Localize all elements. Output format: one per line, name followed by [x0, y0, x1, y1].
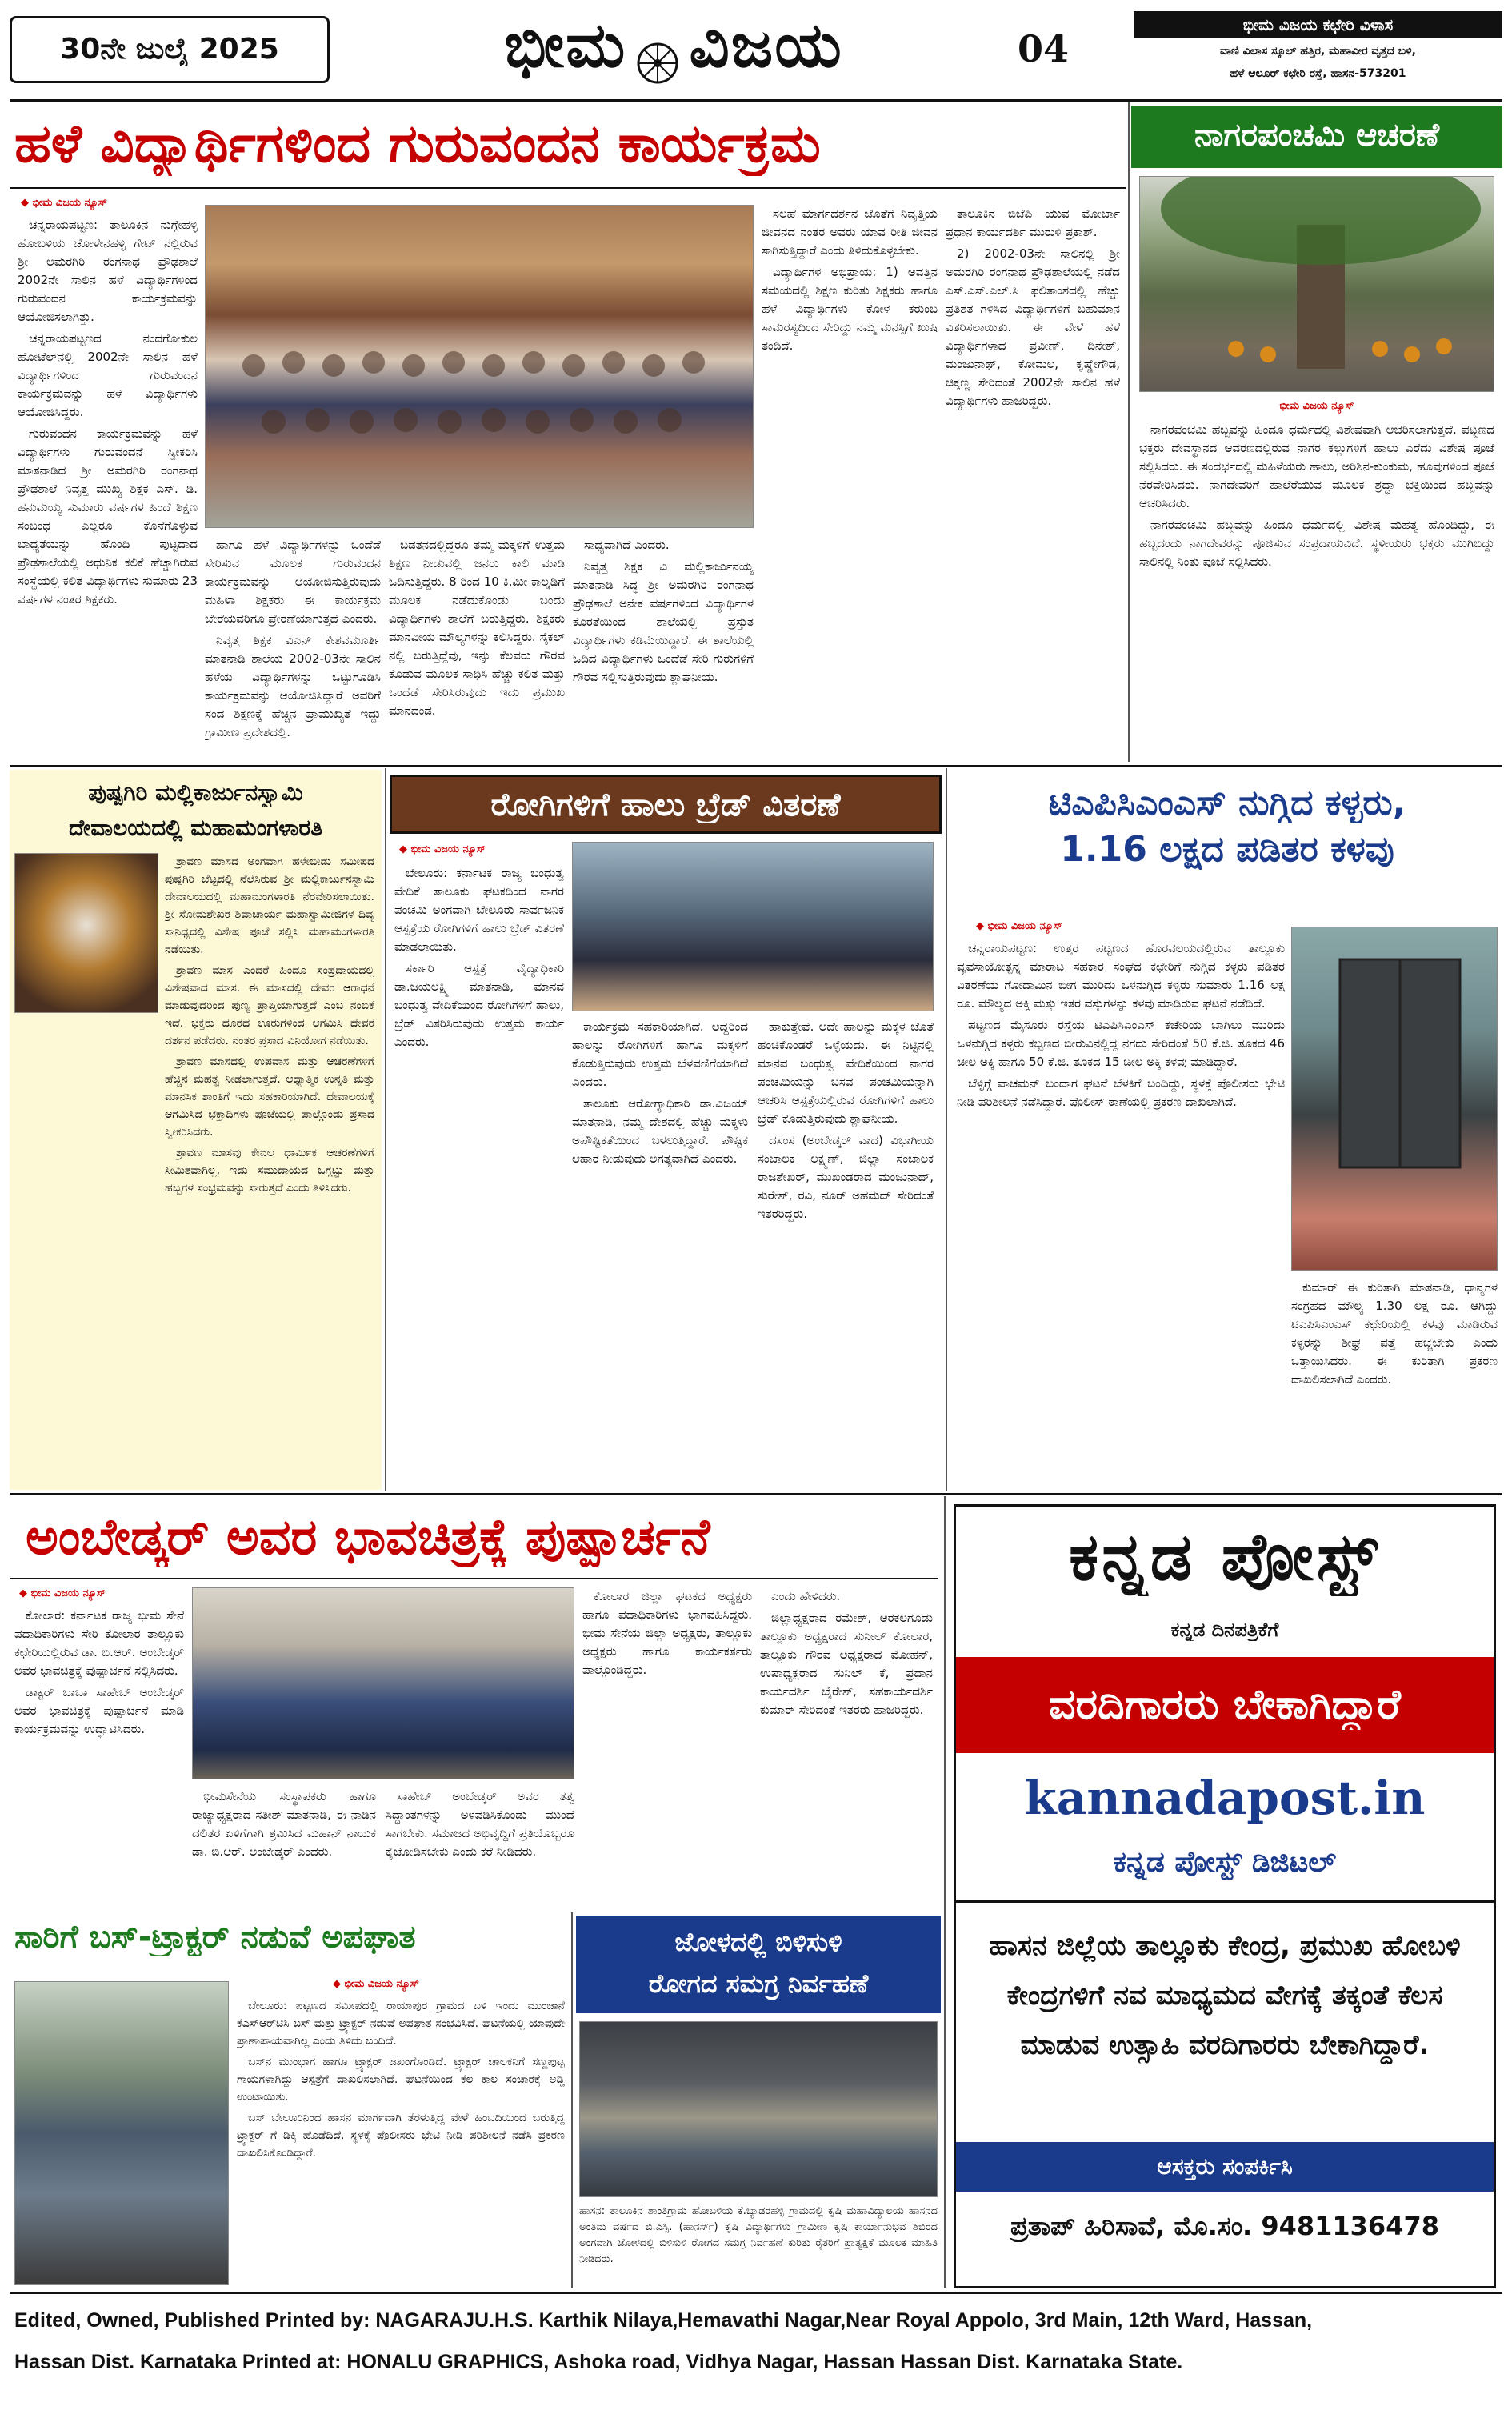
kannada-post-ad — [954, 1504, 1496, 2288]
byline: ◆ ಭೀಮ ವಿಜಯ ನ್ಯೂಸ್ — [399, 843, 486, 855]
column-1 — [18, 216, 198, 757]
paragraph: ಚನ್ನರಾಯಪಟ್ಟಣ: ಉತ್ತರ ಪಟ್ಟಣದ ಹೊರವಲಯದಲ್ಲಿರುವ ತಾಲ್ಲೂಕು ವ್ಯವಸಾಯೋತ್ಪನ್ನ ಮಾರಾಟ ಸಹಕಾರ ಸಂಘದ ಕಛೇರಿಗೆ ನುಗ್ಗಿದ ಕಳ್ಳರು ಪಡಿತರ ವಿತರಣೆಯ ಗೋದಾಮಿನ ಬೀಗ ಮುರಿದು ಒಳನುಗ್ಗಿದ ಕಳ್ಳರು ಸುಮಾರು 1.16 ಲಕ್ಷ ರೂ. ಮೌಲ್ಯದ ಅಕ್ಕಿ ಮತ್ತು ಇತರ ವಸ್ತುಗಳನ್ನು ಕಳವು ಮಾಡಿರುವ ಘಟನೆ ನಡೆದಿದೆ. — [957, 941, 1285, 1011]
photo-caption: ಹಾಸನ: ತಾಲೂಕಿನ ಶಾಂತಿಗ್ರಾಮ ಹೋಬಳಿಯ ಕೆ.ಬ್ಯಾಡರಹಳ್ಳಿ ಗ್ರಾಮದಲ್ಲಿ ಕೃಷಿ ಮಹಾವಿದ್ಯಾಲಯ ಹಾಸನದ ಅಂತಿಮ ವರ್ಷದ ಬಿ.ಎಸ್ಸಿ. (ಹಾನರ್ಸ್) ಕೃಷಿ ವಿದ್ಯಾರ್ಥಿಗಳು ಗ್ರಾಮೀಣ ಕೃಷಿ ಕಾರ್ಯಾನುಭವ ಶಿಬಿರದ ಅಂಗವಾಗಿ ಜೋಳದಲ್ಲಿ ಬಿಳಿಸುಳಿ ರೋಗದ ಸಮಗ್ರ ನಿರ್ವಹಣೆ ಕುರಿತು ರೈತರಿಗೆ ಪ್ರಾತ್ಯಕ್ಷಿಕೆ ಮೂಲಕ ಮಾಹಿತಿ ನೀಡಿದರು. — [579, 2205, 938, 2265]
paragraph: ನಾಗರಪಂಚಮಿ ಹಬ್ಬವನ್ನು ಹಿಂದೂ ಧರ್ಮದಲ್ಲಿ ವಿಶೇಷವಾಗಿ ಆಚರಿಸಲಾಗುತ್ತದೆ. ಪಟ್ಟಣದ ಭಕ್ತರು ದೇವಸ್ಥಾನದ ಆವರಣದಲ್ಲಿರುವ ನಾಗರ ಕಲ್ಲುಗಳಿಗೆ ಹಾಲು ಎರೆದು ವಿಶೇಷ ಪೂಜೆ ಸಲ್ಲಿಸಿದರು. ಈ ಸಂದರ್ಭದಲ್ಲಿ ಮಹಿಳೆಯರು ಹಾಲು, ಅರಿಶಿನ-ಕುಂಕುಮ, ಹೂವುಗಳಿಂದ ಪೂಜೆ ನೆರವೇರಿಸಿದರು. ನಾಗದೇವರಿಗೆ ಹಾಲೆರೆಯುವ ಮೂಲಕ ಶ್ರದ್ಧಾ ಭಕ್ತಿಯಿಂದ ಹಬ್ಬವನ್ನು ಆಚರಿಸಿದರು. — [1139, 422, 1494, 510]
paragraph: ಬೇಲೂರು: ಕರ್ನಾಟಕ ರಾಜ್ಯ ಬಂಧುತ್ವ ವೇದಿಕೆ ತಾಲೂಕು ಘಟಕದಿಂದ ನಾಗರ ಪಂಚಮಿ ಅಂಗವಾಗಿ ಬೇಲೂರು ಸಾರ್ವಜನಿಕ ಆಸ್ಪತ್ರೆಯ ರೋಗಿಗಳಿಗೆ ಹಾಲು ಬ್ರೆಡ್ ವಿತರಣೆ ಮಾಡಲಾಯಿತು. — [394, 866, 564, 954]
paragraph: ಸಾಧ್ಯವಾಗಿದೆ ಎಂದರು. — [584, 538, 670, 552]
article-jowar-disease — [576, 1914, 941, 2288]
article-ambedkar — [10, 1498, 938, 1911]
article-body-top — [957, 939, 1285, 1485]
column-2 — [572, 1018, 748, 1485]
section-rule — [10, 765, 1502, 767]
paragraph: ಸಾಹೇಬ್ ಅಂಬೇಡ್ಕರ್ ಅವರ ತತ್ವ ಸಿದ್ಧಾಂತಗಳನ್ನು ಅಳವಡಿಸಿಕೊಂಡು ಮುಂದೆ ಸಾಗಬೇಕು. ಸಮಾಜದ ಅಭಿವೃದ್ಧಿಗೆ ಪ್ರತಿಯೊಬ್ಬರೂ ಕೈಜೋಡಿಸಬೇಕು ಎಂದು ಕರೆ ನೀಡಿದರು. — [386, 1789, 574, 1859]
paragraph: ಬೇಲೂರು: ಪಟ್ಟಣದ ಸಮೀಪದಲ್ಲಿ ರಾಯಾಪುರ ಗ್ರಾಮದ ಬಳಿ ಇಂದು ಮುಂಜಾನೆ ಕೆಎಸ್ಆರ್‌ಟಿಸಿ ಬಸ್ ಮತ್ತು ಟ್ರ್ಯಾಕ್ಟರ್ ನಡುವೆ ಅಪಘಾತ ಸಂಭವಿಸಿದೆ. ಘಟನೆಯಲ್ಲಿ ಯಾವುದೇ ಪ್ರಾಣಾಪಾಯವಾಗಿಲ್ಲ ಎಂದು ತಿಳಿದು ಬಂದಿದೆ. — [237, 2000, 565, 2048]
column-rule — [946, 768, 947, 1491]
column-4 — [582, 1587, 752, 1906]
headline: ರೋಗಿಗಳಿಗೆ ಹಾಲು ಬ್ರೆಡ್ ವಿತರಣೆ — [490, 787, 841, 823]
office-address-box — [1134, 11, 1502, 94]
column-1 — [14, 1607, 184, 1906]
ad-contact: ಪ್ರತಾಪ್ ಹಿರಿಸಾವೆ, ಮೊ.ಸಂ. 9481136478 — [1010, 2211, 1439, 2241]
rule — [10, 187, 1126, 189]
milk-distribution-photo — [572, 842, 934, 1011]
headline-line-1: ಜೋಳದಲ್ಲಿ ಬಿಳಿಸುಳಿ — [674, 1927, 842, 1957]
paragraph: ದಸಂಸ (ಅಂಬೇಡ್ಕರ್ ವಾದ) ವಿಭಾಗೀಯ ಸಂಚಾಲಕ ಲಕ್ಷ್ಮಣ್, ಜಿಲ್ಲಾ ಸಂಚಾಲಕ ರಾಜಶೇಖರ್, ಮುಖಂಡರಾದ ಮಂಜುನಾಥ್, ಸುರೇಶ್, ರವಿ, ನೂರ್ ಅಹಮದ್ ಸೇರಿದಂತೆ ಇತರರಿದ್ದರು. — [758, 1133, 934, 1221]
column-4 — [573, 536, 754, 757]
issue-date: 30ನೇ ಜುಲೈ 2025 — [60, 33, 279, 66]
paragraph: ಗುರುವಂದನ ಕಾರ್ಯಕ್ರಮವನ್ನು ಹಳೆ ವಿದ್ಯಾರ್ಥಿಗಳು ಗುರುವಂದನೆ ಸ್ವೀಕರಿಸಿ ಮಾತನಾಡಿದ ಶ್ರೀ ಅಮರಗಿರಿ ರಂಗನಾಥ ಪ್ರೌಢಶಾಲೆ ನಿವೃತ್ತ ಮುಖ್ಯ ಶಿಕ್ಷಕ ಎಸ್. ಡಿ. ಹನುಮಯ್ಯ ಸುಮಾರು ವರ್ಷಗಳ ಹಿಂದೆ ಶಿಕ್ಷಣ ಸಂಬಂಧ ಎಲ್ಲರೂ ಕೊನೆಗೊಳ್ಳುವ ಬಾಧ್ಯತೆಯನ್ನು ಹೊಂದಿ ಪುಟ್ಟದಾದ ಪ್ರೌಢಶಾಲೆಯಲ್ಲಿ ಅಧುನಿಕ ಕಲಿಕೆ ಹೆಚ್ಚಾಗಿರುವ ಸಂಸ್ಥೆಯಲ್ಲಿ ಕಲಿತ ವಿದ್ಯಾರ್ಥಿಗಳು ಸುಮಾರು 23 ವರ್ಷಗಳ ನಂತರ ಶಿಕ್ಷಕರು. — [18, 426, 198, 607]
rule — [956, 1900, 1494, 1903]
paragraph: ಬಸ್ ಬೇಲೂರಿನಿಂದ ಹಾಸನ ಮಾರ್ಗವಾಗಿ ತೆರಳುತ್ತಿದ್ದ ವೇಳೆ ಹಿಂಬದಿಯಿಂದ ಬರುತ್ತಿದ್ದ ಟ್ರ್ಯಾಕ್ಟರ್ ಗೆ ಡಿಕ್ಕಿ ಹೊಡೆದಿದೆ. ಸ್ಥಳಕ್ಕೆ ಪೊಲೀಸರು ಭೇಟಿ ನೀಡಿ ಪರಿಶೀಲನೆ ನಡೆಸಿ ಪ್ರಕರಣ ದಾಖಲಿಸಿಕೊಂಡಿದ್ದಾರೆ. — [237, 2112, 565, 2160]
article-nagarapanchami — [1131, 104, 1502, 762]
paragraph: ಚನ್ನರಾಯಪಟ್ಟಣ: ತಾಲೂಕಿನ ನುಗ್ಗೇಹಳ್ಳಿ ಹೋಬಳಿಯ ಚೋಳೇನಹಳ್ಳಿ ಗೇಟ್ ನಲ್ಲಿರುವ ಶ್ರೀ ಅಮರಗಿರಿ ರಂಗನಾಥ ಪ್ರೌಢಶಾಲೆ 2002ನೇ ಸಾಲಿನ ಹಳೆ ವಿದ್ಯಾರ್ಥಿಗಳಿಂದ ಗುರುವಂದನ ಕಾರ್ಯಕ್ರಮವನ್ನು ಆಯೋಜಿಸಲಾಗಿತ್ತು. — [18, 218, 198, 324]
masthead — [10, 10, 1502, 98]
ambedkar-tribute-photo — [192, 1587, 574, 1779]
ad-contact-label-band — [956, 2142, 1494, 2192]
tree-illustration — [1140, 177, 1494, 392]
page-number: 04 — [1018, 27, 1070, 70]
column-5 — [762, 205, 938, 757]
article-body-bottom — [1291, 1279, 1498, 1485]
paragraph: ಕೋಲಾರ: ಕರ್ನಾಟಕ ರಾಜ್ಯ ಭೀಮ ಸೇನೆ ಪದಾಧಿಕಾರಿಗಳು ಸೇರಿ ಕೋಲಾರ ತಾಲ್ಲೂಕು ಕಛೇರಿಯಲ್ಲಿರುವ ಡಾ. ಬಿ.ಆರ್. ಅಂಬೇಡ್ಕರ್ ಅವರ ಭಾವಚಿತ್ರಕ್ಕೆ ಪುಷ್ಪಾರ್ಚನೆ ಸಲ್ಲಿಸಿದರು. — [14, 1608, 184, 1678]
paragraph: ನಾಗರಪಂಚಮಿ ಹಬ್ಬವನ್ನು ಹಿಂದೂ ಧರ್ಮದಲ್ಲಿ ವಿಶೇಷ ಮಹತ್ವ ಹೊಂದಿದ್ದು, ಈ ಹಬ್ಬದಂದು ನಾಗದೇವರನ್ನು ಪೂಜಿಸುವ ಸಂಪ್ರದಾಯವಿದೆ. ಸ್ಥಳೀಯರು ಭಕ್ತರು ಮುಗಿಬಿದ್ದು ಸಾಲಿನಲ್ಲಿ ನಿಂತು ಪೂಜೆ ಸಲ್ಲಿಸಿದರು. — [1139, 518, 1494, 569]
title-left: ಭೀಮ — [504, 10, 627, 82]
imprint-footer — [10, 2298, 1502, 2402]
paragraph: ಬಸ್‌ನ ಮುಂಭಾಗ ಹಾಗೂ ಟ್ರ್ಯಾಕ್ಟರ್ ಜಖಂಗೊಂಡಿದೆ. ಟ್ರ್ಯಾಕ್ಟರ್ ಚಾಲಕನಿಗೆ ಸಣ್ಣಪುಟ್ಟ ಗಾಯಗಳಾಗಿದ್ದು ಆಸ್ಪತ್ರೆಗೆ ದಾಖಲಿಸಲಾಗಿದೆ. ಘಟನೆಯಿಂದ ಕೆಲ ಕಾಲ ಸಂಚಾರಕ್ಕೆ ಅಡ್ಡಿ ಉಂಟಾಯಿತು. — [237, 2056, 565, 2104]
paragraph: ಭೀಮಸೇನೆಯ ಸಂಸ್ಥಾಪಕರು ಹಾಗೂ ರಾಜ್ಯಾಧ್ಯಕ್ಷರಾದ ಸತೀಶ್ ಮಾತನಾಡಿ, ಈ ನಾಡಿನ ದಲಿತರ ಏಳಿಗೆಗಾಗಿ ಶ್ರಮಿಸಿದ ಮಹಾನ್ ನಾಯಕ ಡಾ. ಬಿ.ಆರ್. ಅಂಬೇಡ್ಕರ್ ಎಂದರು. — [192, 1789, 376, 1859]
article-bus-accident — [10, 1914, 570, 2288]
column-rule — [944, 1496, 946, 2288]
paragraph: ಕುಮಾರ್ ಈ ಕುರಿತಾಗಿ ಮಾತನಾಡಿ, ಧಾನ್ಯಗಳ ಸಂಗ್ರಹದ ಮೌಲ್ಯ 1.30 ಲಕ್ಷ ರೂ. ಆಗಿದ್ದು ಟಿಎಪಿಸಿಎಂಎಸ್ ಕಛೇರಿಯಲ್ಲಿ ಕಳವು ಮಾಡಿರುವ ಕಳ್ಳರನ್ನು ಶೀಘ್ರ ಪತ್ತೆ ಹಚ್ಚಬೇಕು ಎಂದು ಒತ್ತಾಯಿಸಿದರು. ಈ ಕುರಿತಾಗಿ ಪ್ರಕರಣ ದಾಖಲಿಸಲಾಗಿದೆ ಎಂದರು. — [1291, 1280, 1498, 1387]
headline-line-2: 1.16 ಲಕ್ಷದ ಪಡಿತರ ಕಳವು — [1060, 829, 1394, 870]
paragraph: ತಾಲೂಕು ಆರೋಗ್ಯಾಧಿಕಾರಿ ಡಾ.ವಿಜಯ್ ಮಾತನಾಡಿ, ನಮ್ಮ ದೇಶದಲ್ಲಿ ಹೆಚ್ಚು ಮಕ್ಕಳು ಅಪೌಷ್ಟಿಕತೆಯಿಂದ ಬಳಲುತ್ತಿದ್ದಾರೆ. ಪೌಷ್ಟಿಕ ಆಹಾರ ನೀಡುವುದು ಅಗತ್ಯವಾಗಿದೆ ಎಂದರು. — [572, 1096, 748, 1166]
headline: ನಾಗರಪಂಚಮಿ ಆಚರಣೆ — [1194, 117, 1439, 154]
cabinet-illustration — [1292, 927, 1498, 1271]
imprint-line-1: Edited, Owned, Published Printed by: NAGARAJU.H.S. Karthik Nilaya,Hemavathi Nagar,Near Royal Appolo, 3rd Main, 12th Ward, Hassan, — [14, 2309, 1313, 2332]
paragraph: ವಿದ್ಯಾರ್ಥಿಗಳ ಅಭಿಪ್ರಾಯ: 1) ಅವತ್ತಿನ ಸಮಯದಲ್ಲಿ ಶಿಕ್ಷಣ ಕುರಿತು ಶಿಕ್ಷಕರು ಹಾಗೂ ಹಳೆ ವಿದ್ಯಾರ್ಥಿಗಳು ಕೋಳ ಕರುಂಬ ಸಾಮರಸ್ಯದಿಂದ ಸೇರಿದ್ದು ನಮ್ಮ ಮನಸ್ಸಿಗೆ ಖುಷಿ ತಂದಿದೆ. — [762, 265, 938, 353]
office-line-1: ವಾಣಿ ವಿಲಾಸ ಸ್ಕೂಲ್ ಹತ್ತಿರ, ಮಹಾವೀರ ವೃತ್ತದ ಬಳಿ, — [1219, 45, 1417, 58]
paragraph: ಸಲಹೆ ಮಾರ್ಗದರ್ಶನ ಜೊತೆಗೆ ನಿವೃತ್ತಿಯ ಜೀವನದ ನಂತರ ಅವರು ಯಾವ ರೀತಿ ಜೀವನ ಸಾಗಿಸುತ್ತಿದ್ದಾರೆ ಎಂದು ತಿಳಿದುಕೊಳ್ಳಬೇಕು. — [762, 206, 938, 258]
ad-contact-label: ಆಸಕ್ತರು ಸಂಪರ್ಕಿಸಿ — [1157, 2153, 1293, 2180]
column-6 — [946, 205, 1120, 757]
column-2 — [192, 1787, 376, 1906]
paragraph: ಶ್ರಾವಣ ಮಾಸ ಎಂದರೆ ಹಿಂದೂ ಸಂಪ್ರದಾಯದಲ್ಲಿ ವಿಶೇಷವಾದ ಮಾಸ. ಈ ಮಾಸದಲ್ಲಿ ದೇವರ ಆರಾಧನೆ ಮಾಡುವುದರಿಂದ ಪುಣ್ಯ ಪ್ರಾಪ್ತಿಯಾಗುತ್ತದೆ ಎಂಬ ನಂಬಿಕೆ ಇದೆ. ಭಕ್ತರು ದೂರದ ಊರುಗಳಿಂದ ಆಗಮಿಸಿ ದೇವರ ದರ್ಶನ ಪಡೆದರು. ನಂತರ ಪ್ರಸಾದ ವಿನಿಯೋಗ ನಡೆಯಿತು. — [165, 964, 374, 1047]
column-2 — [205, 536, 381, 757]
people-silhouettes — [206, 206, 754, 528]
ad-tagline: ಕನ್ನಡ ದಿನಪತ್ರಿಕೆಗೆ — [1170, 1619, 1279, 1641]
headline-box — [390, 775, 942, 834]
paragraph: ಚನ್ನರಾಯಪಟ್ಟಣದ ನಂದಗೋಕುಲ ಹೋಟೆಲ್‌ನಲ್ಲಿ 2002ನೇ ಸಾಲಿನ ಹಳೆ ವಿದ್ಯಾರ್ಥಿಗಳಿಂದ ಗುರುವಂದನ ಕಾರ್ಯಕ್ರಮವನ್ನು ಹಳೆ ವಿದ್ಯಾರ್ಥಿಗಳು ಆಯೋಜಿಸಿದ್ದರು. — [18, 331, 198, 419]
ad-body: ಹಾಸನ ಜಿಲ್ಲೆಯ ತಾಲ್ಲೂಕು ಕೇಂದ್ರ, ಪ್ರಮುಖ ಹೋಬಳಿ ಕೇಂದ್ರಗಳಿಗೆ ನವ ಮಾಧ್ಯಮದ ವೇಗಕ್ಕೆ ತಕ್ಕಂತೆ ಕೆಲಸ ಮಾಡುವ ಉತ್ಸಾಹಿ ವರದಿಗಾರರು ಬೇಕಾಗಿದ್ದಾರೆ. — [989, 1930, 1461, 2061]
footer-rule — [10, 2292, 1502, 2294]
paragraph: ಶ್ರಾವಣ ಮಾಸವು ಕೇವಲ ಧಾರ್ಮಿಕ ಆಚರಣೆಗಳಿಗೆ ಸೀಮಿತವಾಗಿಲ್ಲ, ಇದು ಸಮುದಾಯದ ಒಗ್ಗಟ್ಟು ಮತ್ತು ಹಬ್ಬಗಳ ಸಂಭ್ರಮವನ್ನು ಸಾರುತ್ತದೆ ಎಂದು ತಿಳಿಸಿದರು. — [165, 1147, 374, 1195]
tree-shrine-photo — [1139, 176, 1494, 392]
ad-wanted: ವರದಿಗಾರರು ಬೇಕಾಗಿದ್ದಾರೆ — [1049, 1681, 1401, 1729]
column-3 — [758, 1018, 934, 1485]
headline-box — [1131, 106, 1502, 168]
column-5 — [760, 1587, 933, 1906]
masthead-rule — [10, 99, 1502, 102]
headline-line-2: ರೋಗದ ಸಮಗ್ರ ನಿರ್ವಹಣೆ — [648, 1968, 869, 1999]
ad-brand: ಕನ್ನಡ ಪೋಸ್ಟ್ — [1069, 1519, 1381, 1595]
headline-box — [576, 1916, 941, 2013]
paragraph: ಬಡತನದಲ್ಲಿದ್ದರೂ ತಮ್ಮ ಮಕ್ಕಳಿಗೆ ಉತ್ತಮ ಶಿಕ್ಷಣ ನೀಡುವಲ್ಲಿ ಜನರು ಕಾಲಿ ಮಾಡಿ ಓದಿಸುತ್ತಿದ್ದರು. 8 ರಿಂದ 10 ಕಿ.ಮೀ ಕಾಲ್ನಡಿಗೆ ಮೂಲಕ ನಡೆದುಕೊಂಡು ಬಂದು ವಿದ್ಯಾರ್ಥಿಗಳು ಶಾಲೆಗೆ ಬರುತ್ತಿದ್ದರು. ಶಿಕ್ಷಕರು ಮಾನವೀಯ ಮೌಲ್ಯಗಳನ್ನು ಕಲಿಸಿದ್ದರು. ಸೈಕಲ್ ನಲ್ಲಿ ಬರುತ್ತಿದ್ದೆವು, ಇನ್ನು ಕೆಲವರು ಗೌರವ ಕೊಡುವ ಮೂಲಕ ಸಾಧಿಸಿ ಹೆಚ್ಚು ಕಲಿತ ಮತ್ತು ಒಂದೆಡೆ ಸೇರಿಸಿರುವುದು ಇದು ಪ್ರಮುಖ ಮಾನದಂಡ. — [389, 538, 565, 718]
article-milk-bread — [390, 770, 942, 1490]
column-rule — [385, 768, 386, 1491]
article-body — [237, 1997, 565, 2285]
byline: ◆ ಭೀಮ ವಿಜಯ ನ್ಯೂಸ್ — [19, 1587, 106, 1599]
rule — [10, 1578, 938, 1579]
byline: ◆ ಭೀಮ ವಿಜಯ ನ್ಯೂಸ್ — [333, 1978, 419, 1990]
byline: ◆ ಭೀಮ ವಿಜಯ ನ್ಯೂಸ್ — [976, 920, 1062, 932]
headline-line-1: ಟಿಎಪಿಸಿಎಂಎಸ್ ನುಗ್ಗಿದ ಕಳ್ಳರು, — [1048, 783, 1406, 823]
farmers-training-photo — [579, 2021, 938, 2197]
column-rule — [1128, 102, 1130, 762]
headline-line-2: ದೇವಾಲಯದಲ್ಲಿ ಮಹಾಮಂಗಳಾರತಿ — [68, 815, 323, 841]
article-guruvandana — [10, 104, 1126, 762]
paragraph: ನಿವೃತ್ತ ಶಿಕ್ಷಕ ವಿ ಮಲ್ಲಿಕಾರ್ಜುನಯ್ಯ ಮಾತನಾಡಿ ಸಿದ್ಧ ಶ್ರೀ ಅಮರಗಿರಿ ರಂಗನಾಥ ಪ್ರೌಢಶಾಲೆ ಅನೇಕ ವರ್ಷಗಳಿಂದ ವಿದ್ಯಾರ್ಥಿಗಳ ಕೊರತೆಯಿಂದ ಶಾಲೆಯಲ್ಲಿ ಪ್ರಸ್ತುತ ವಿದ್ಯಾರ್ಥಿಗಳು ಕಡಿಮೆಯಿದ್ದಾರೆ. ಈ ಶಾಲೆಯಲ್ಲಿ ಓದಿದ ವಿದ್ಯಾರ್ಥಿಗಳು ಒಂದೆಡೆ ಸೇರಿ ಗುರುಗಳಿಗೆ ಗೌರವ ಸಲ್ಲಿಸುತ್ತಿರುವುದು ಶ್ಲಾಘನೀಯ. — [573, 559, 754, 684]
imprint-line-2: Hassan Dist. Karnataka Printed at: HONALU GRAPHICS, Ashoka road, Vidhya Nagar, Hassan Hassan Dist. Karnataka State. — [14, 2351, 1183, 2373]
paragraph: ಶ್ರಾವಣ ಮಾಸದಲ್ಲಿ ಉಪವಾಸ ಮತ್ತು ಆಚರಣೆಗಳಿಗೆ ಹೆಚ್ಚಿನ ಮಹತ್ವ ನೀಡಲಾಗುತ್ತದೆ. ಆಧ್ಯಾತ್ಮಿಕ ಉನ್ನತಿ ಮತ್ತು ಮಾನಸಿಕ ಶಾಂತಿಗೆ ಇದು ಸಹಕಾರಿಯಾಗಿದೆ. ದೇವಾಲಯಕ್ಕೆ ಆಗಮಿಸಿದ ಭಕ್ತಾದಿಗಳು ಪೂಜೆಯಲ್ಲಿ ಪಾಲ್ಗೊಂಡು ಪ್ರಸಾದ ಸ್ವೀಕರಿಸಿದರು. — [165, 1055, 374, 1139]
alumni-group-photo — [205, 205, 754, 528]
chakra-emblem-icon — [635, 41, 680, 86]
headline-line-1: ಪುಷ್ಪಗಿರಿ ಮಲ್ಲಿಕಾರ್ಜುನಸ್ವಾಮಿ — [88, 779, 303, 806]
paragraph: ಸರ್ಕಾರಿ ಆಸ್ಪತ್ರೆ ವೈದ್ಯಾಧಿಕಾರಿ ಡಾ.ಜಯಲಕ್ಷ್ಮಿ ಮಾತನಾಡಿ, ಮಾನವ ಬಂಧುತ್ವ ವೇದಿಕೆಯಿಂದ ರೋಗಿಗಳಿಗೆ ಹಾಲು, ಬ್ರೆಡ್ ವಿತರಿಸಿರುವುದು ಉತ್ತಮ ಕಾರ್ಯ ಎಂದರು. — [394, 961, 564, 1049]
paragraph: ಕೋಲಾರ ಜಿಲ್ಲಾ ಘಟಕದ ಅಧ್ಯಕ್ಷರು ಹಾಗೂ ಪದಾಧಿಕಾರಿಗಳು ಭಾಗವಹಿಸಿದ್ದರು. ಭೀಮ ಸೇನೆಯ ಜಿಲ್ಲಾ ಅಧ್ಯಕ್ಷರು, ತಾಲ್ಲೂಕು ಅಧ್ಯಕ್ಷರು ಹಾಗೂ ಕಾರ್ಯಕರ್ತರು ಪಾಲ್ಗೊಂಡಿದ್ದರು. — [582, 1589, 752, 1677]
article-pushpagiri — [10, 770, 382, 1490]
bus-tractor-photo — [14, 1981, 229, 2285]
column-3 — [386, 1787, 574, 1906]
office-title: ಭೀಮ ವಿಜಯ ಕಛೇರಿ ವಿಳಾಸ — [1134, 11, 1502, 38]
paragraph: ಡಾಕ್ಟರ್ ಬಾಬಾ ಸಾಹೇಬ್ ಅಂಬೇಡ್ಕರ್ ಅವರ ಭಾವಚಿತ್ರಕ್ಕೆ ಪುಷ್ಪಾರ್ಚನೆ ಮಾಡಿ ಕಾರ್ಯಕ್ರಮವನ್ನು ಉದ್ಘಾಟಿಸಿದರು. — [14, 1685, 184, 1736]
office-line-2: ಹಳೆ ಆಲೂರ್ ಕಛೇರಿ ರಸ್ತೆ, ಹಾಸನ-573201 — [1230, 67, 1406, 80]
paragraph: 2) 2002-03ನೇ ಸಾಲಿನಲ್ಲಿ ಶ್ರೀ ಅಮರಗಿರಿ ರಂಗನಾಥ ಪ್ರೌಢಶಾಲೆಯಲ್ಲಿ ನಡೆದ ಎಸ್.ಎಸ್.ಎಲ್.ಸಿ ಫಲಿತಾಂಶದಲ್ಲಿ ಹೆಚ್ಚು ಪ್ರತಿಶತ ಗಳಿಸಿದ ವಿದ್ಯಾರ್ಥಿಗಳಿಗೆ ಬಹುಮಾನ ವಿತರಿಸಲಾಯಿತು. ಈ ವೇಳೆ ಹಳೆ ವಿದ್ಯಾರ್ಥಿಗಳಾದ ಪ್ರವೀಣ್, ದಿನೇಶ್, ಮಂಜುನಾಥ್, ಕೋಮಲ, ಕೃಷ್ಣೇಗೌಡ, ಚಿಕ್ಕಣ್ಣ ಸೇರಿದಂತೆ 2002ನೇ ಸಾಲಿನ ಹಳೆ ವಿದ್ಯಾರ್ಥಿಗಳು ಹಾಜರಿದ್ದರು. — [946, 246, 1120, 408]
paper-title — [346, 10, 1002, 90]
paragraph: ಪಟ್ಟಣದ ಮೈಸೂರು ರಸ್ತೆಯ ಟಿಎಪಿಸಿಎಂಎಸ್ ಕಚೇರಿಯ ಬಾಗಿಲು ಮುರಿದು ಒಳನುಗ್ಗಿದ ಕಳ್ಳರು ಕಬ್ಬಿಣದ ಬೀರುವಿನಲ್ಲಿದ್ದ ನಗದು ಸೇರಿದಂತೆ 50 ಕೆ.ಜಿ. ತೂಕದ 46 ಚೀಲ ಅಕ್ಕಿ ಹಾಗೂ 50 ಕೆ.ಜಿ. ತೂಕದ 15 ಚೀಲ ಅಕ್ಕಿ ಕಳವು ಮಾಡಿದ್ದಾರೆ. — [957, 1018, 1285, 1069]
paragraph: ಜಿಲ್ಲಾಧ್ಯಕ್ಷರಾದ ರಮೇಶ್, ಆರಕಲಗೂಡು ತಾಲ್ಲೂಕು ಅಧ್ಯಕ್ಷರಾದ ಸುನೀಲ್ ಕೋಲಾರ, ತಾಲ್ಲೂಕು ಗೌರವ ಅಧ್ಯಕ್ಷರಾದ ಮೋಹನ್, ಉಪಾಧ್ಯಕ್ಷರಾದ ಸುನಿಲ್ ಕೆ, ಪ್ರಧಾನ ಕಾರ್ಯದರ್ಶಿ ಬೈರೇಶ್, ಸಹಕಾರ್ಯದರ್ಶಿ ಕುಮಾರ್ ಸೇರಿದಂತೆ ಇತರರು ಹಾಜರಿದ್ದರು. — [760, 1611, 933, 1717]
date-box — [10, 16, 330, 83]
temple-deity-photo — [14, 853, 158, 1013]
ad-url[interactable]: kannadapost.in — [1024, 1771, 1426, 1825]
headline: ಅಂಬೇಡ್ಕರ್ ಅವರ ಭಾವಚಿತ್ರಕ್ಕೆ ಪುಷ್ಪಾರ್ಚನೆ — [26, 1507, 710, 1566]
paragraph: ಹಾಕುತ್ತೇವೆ. ಅದೇ ಹಾಲನ್ನು ಮಕ್ಕಳ ಜೊತೆ ಹಂಚಿಕೊಂಡರೆ ಒಳ್ಳೆಯದು. ಈ ನಿಟ್ಟಿನಲ್ಲಿ ಮಾನವ ಬಂಧುತ್ವ ವೇದಿಕೆಯಿಂದ ನಾಗರ ಪಂಚಮಿಯನ್ನು ಬಸವ ಪಂಚಮಿಯನ್ನಾಗಿ ಆಚರಿಸಿ ಆಸ್ಪತ್ರೆಯಲ್ಲಿರುವ ರೋಗಿಗಳಿಗೆ ಹಾಲು ಬ್ರೆಡ್ ಕೊಡುತ್ತಿರುವುದು ಶ್ಲಾಘನೀಯ. — [758, 1019, 934, 1126]
section-rule — [10, 1493, 1502, 1495]
paragraph: ಹಾಗೂ ಹಳೆ ವಿದ್ಯಾರ್ಥಿಗಳನ್ನು ಒಂದೆಡೆ ಸೇರಿಸುವ ಮೂಲಕ ಗುರುವಂದನ ಕಾರ್ಯಕ್ರಮವನ್ನು ಆಯೋಜಿಸುತ್ತಿರುವುದು ಮಹಿಳಾ ಶಿಕ್ಷಕರು ಈ ಕಾರ್ಯಕ್ರಮ ಬೇರೆಯವರಿಗೂ ಪ್ರೇರಣೆಯಾಗುತ್ತದೆ ಎಂದರು. — [205, 538, 381, 626]
byline: ◆ ಭೀಮ ವಿಜಯ ನ್ಯೂಸ್ — [21, 197, 107, 209]
paragraph: ಕಾರ್ಯಕ್ರಮ ಸಹಕಾರಿಯಾಗಿದೆ. ಅದ್ದರಿಂದ ಹಾಲನ್ನು ರೋಗಿಗಳಿಗೆ ಹಾಗೂ ಮಕ್ಕಳಿಗೆ ಕೊಡುತ್ತಿರುವುದು ಉತ್ತಮ ಬೆಳವಣಿಗೆಯಾಗಿದೆ ಎಂದರು. — [572, 1019, 748, 1089]
column-rule — [571, 1912, 573, 2288]
headline: ಸಾರಿಗೆ ಬಸ್-ಟ್ರ್ಯಾಕ್ಟರ್ ನಡುವೆ ಅಪಘಾತ — [14, 1919, 416, 1956]
column-1 — [394, 864, 564, 1485]
article-tapcms-theft — [952, 770, 1502, 1490]
ad-wanted-band — [956, 1657, 1494, 1753]
column-3 — [389, 536, 565, 757]
photo-byline: ಭೀಮ ವಿಜಯ ನ್ಯೂಸ್ — [1279, 400, 1354, 412]
broken-cabinet-photo — [1291, 927, 1498, 1271]
article-body — [165, 853, 374, 1485]
paragraph: ಬೆಳ್ಳಿಗ್ಗೆ ವಾಚಮನ್ ಬಂದಾಗ ಘಟನೆ ಬೆಳಕಿಗೆ ಬಂದಿದ್ದು, ಸ್ಥಳಕ್ಕೆ ಪೊಲೀಸರು ಭೇಟಿ ನೀಡಿ ಪರಿಶೀಲನೆ ನಡೆಸಿದ್ದಾರೆ. ಪೊಲೀಸ್ ಠಾಣೆಯಲ್ಲಿ ಪ್ರಕರಣ ದಾಖಲಾಗಿದೆ. — [957, 1076, 1285, 1109]
paragraph: ನಿವೃತ್ತ ಶಿಕ್ಷಕ ವಿಎನ್ ಕೇಶವಮೂರ್ತಿ ಮಾತನಾಡಿ ಶಾಲೆಯ 2002-03ನೇ ಸಾಲಿನ ಹಳೆಯ ವಿದ್ಯಾರ್ಥಿಗಳನ್ನು ಒಟ್ಟುಗೂಡಿಸಿ ಕಾರ್ಯಕ್ರಮವನ್ನು ಆಯೋಜಿಸಿದ್ದಾರೆ ಅವರಿಗೆ ಸಂದ ಶಿಕ್ಷಣಕ್ಕೆ ಹೆಚ್ಚಿನ ಪ್ರಾಮುಖ್ಯತೆ ಇದ್ದು ಗ್ರಾಮೀಣ ಪ್ರದೇಶದಲ್ಲಿ. — [205, 633, 381, 739]
headline: ಹಳೆ ವಿದ್ಯಾರ್ಥಿಗಳಿಂದ ಗುರುವಂದನ ಕಾರ್ಯಕ್ರಮ — [14, 112, 821, 174]
paragraph: ತಾಲೂಕಿನ ಬಿಜೆಪಿ ಯುವ ಮೋರ್ಚಾ ಪ್ರಧಾನ ಕಾರ್ಯದರ್ಶಿ ಮುರುಳಿ ಪ್ರಕಾಶ್. — [946, 206, 1120, 239]
paragraph: ಎಂದು ಹೇಳಿದರು. — [771, 1589, 841, 1603]
paragraph: ಶ್ರಾವಣ ಮಾಸದ ಅಂಗವಾಗಿ ಹಳೇಬೀಡು ಸಮೀಪದ ಪುಷ್ಪಗಿರಿ ಬೆಟ್ಟದಲ್ಲಿ ನೆಲೆಸಿರುವ ಶ್ರೀ ಮಲ್ಲಿಕಾರ್ಜುನಸ್ವಾಮಿ ದೇವಾಲಯದಲ್ಲಿ ಮಹಾಮಂಗಳಾರತಿ ನೆರವೇರಿಸಲಾಯಿತು. ಶ್ರೀ ಸೋಮಶೇಖರ ಶಿವಾಚಾರ್ಯ ಮಹಾಸ್ವಾಮೀಜಿಗಳ ದಿವ್ಯ ಸಾನಿಧ್ಯದಲ್ಲಿ ವಿಶೇಷ ಪೂಜೆ ಸಲ್ಲಿಸಿ ಮಹಾಮಂಗಳಾರತಿ ನಡೆಯಿತು. — [165, 855, 374, 956]
title-right: ವಿಜಯ — [689, 10, 843, 82]
article-body — [1139, 421, 1494, 757]
ad-digital: ಕನ್ನಡ ಪೋಸ್ಟ್ ಡಿಜಿಟಲ್ — [1113, 1846, 1337, 1879]
